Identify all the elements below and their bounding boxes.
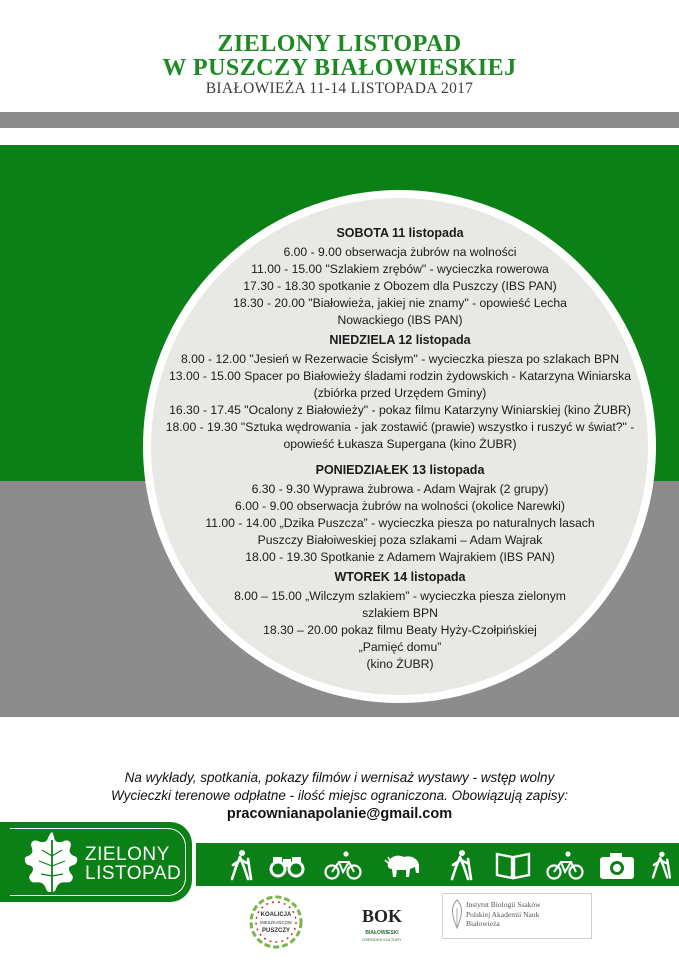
ibs-line3: Białowieża bbox=[466, 919, 500, 928]
logo-line1: ZIELONY bbox=[85, 844, 170, 865]
day-title: WTOREK 14 listopada bbox=[334, 570, 466, 584]
event-line: 8.00 - 12.00 "Jesień w Rezerwacie Ścisłym" - wycieczka piesza po szlakach BPN bbox=[180, 352, 620, 366]
event-line: 18.00 - 19.30 "Sztuka wędrowania - jak zostawić (prawie) wszystko i ruszyć w świat?" - bbox=[165, 420, 635, 434]
contact-email[interactable]: pracownianapolanie@gmail.com bbox=[226, 806, 453, 822]
event-line: 18.30 – 20.00 pokaz filmu Beaty Hyży-Czołpińskiej bbox=[263, 623, 537, 637]
oak-leaf-icon bbox=[22, 828, 82, 896]
day-monday bbox=[150, 459, 650, 566]
binoculars-icon bbox=[268, 849, 306, 881]
event-line: 11.00 - 15.00 "Szlakiem zrębów" - wycieczka rowerowa bbox=[251, 262, 549, 276]
bok-line1: BIAŁOWIESKI bbox=[365, 930, 399, 936]
day-tuesday bbox=[150, 566, 650, 673]
event-line: 11.00 - 14.00 „Dzika Puszcza” - wycieczka piesza po naturalnych lasach bbox=[205, 516, 595, 530]
event-line: 18.00 - 19.30 Spotkanie z Adamem Wajrakiem (IBS PAN) bbox=[245, 550, 555, 564]
day-title: SOBOTA 11 listopada bbox=[336, 226, 464, 240]
hiker-icon bbox=[644, 849, 678, 881]
bison-icon bbox=[384, 849, 422, 881]
ibs-line2: Polskiej Akademii Nauk bbox=[466, 909, 540, 919]
hiker-icon bbox=[442, 849, 480, 881]
camera-icon bbox=[598, 849, 636, 881]
poster-title-line2: W PUSZCZY BIAŁOWIESKIEJ bbox=[162, 55, 517, 81]
book-icon bbox=[494, 849, 532, 881]
day-title: NIEDZIELA 12 listopada bbox=[329, 333, 471, 347]
bicycle-icon bbox=[324, 849, 362, 881]
event-line: szlakiem BPN bbox=[362, 606, 438, 620]
ibs-emblem-icon bbox=[447, 898, 467, 930]
event-line: opowieść Łukasza Supergana (kino ŻUBR) bbox=[283, 437, 517, 451]
note-paid-trips: Wycieczki terenowe odpłatne - ilość miejsc ograniczona. Obowiązują zapisy: bbox=[111, 788, 568, 803]
gray-band-top bbox=[0, 112, 679, 128]
bicycle-icon bbox=[546, 849, 584, 881]
logo-line2: LISTOPAD bbox=[85, 863, 182, 884]
ibs-text bbox=[466, 900, 541, 929]
bok-mark: BOK bbox=[361, 906, 403, 926]
koalicja-line1: KOALICJA bbox=[260, 912, 292, 918]
day-title: PONIEDZIAŁEK 13 listopada bbox=[315, 463, 485, 477]
bok-logo bbox=[352, 894, 412, 946]
ibs-line1: Instytut Biologii Ssaków bbox=[466, 900, 541, 909]
poster-title-line1: ZIELONY LISTOPAD bbox=[217, 31, 462, 57]
event-line: (zbiórka przed Urzędem Gminy) bbox=[313, 386, 487, 400]
event-line: 18.30 - 20.00 "Białowieża, jakiej nie znamy" - opowieść Lecha bbox=[233, 296, 567, 310]
koalicja-logo bbox=[248, 894, 304, 950]
schedule bbox=[150, 222, 650, 673]
day-sunday bbox=[150, 329, 650, 453]
poster-subtitle: BIAŁOWIEŻA 11-14 LISTOPADA 2017 bbox=[205, 80, 474, 97]
event-line: (kino ŻUBR) bbox=[366, 657, 434, 671]
day-saturday bbox=[150, 222, 650, 329]
event-line: 16.30 - 17.45 "Ocalony z Białowieży" - pokaz filmu Katarzyny Winiarskiej (kino ŻUBR) bbox=[169, 403, 631, 417]
event-line: Nowackiego (IBS PAN) bbox=[337, 313, 463, 327]
event-line: 17.30 - 18.30 spotkanie z Obozem dla Puszczy (IBS PAN) bbox=[243, 279, 557, 293]
koalicja-line2: MIESZKAŃCÓW bbox=[260, 920, 292, 925]
event-line: Puszczy Białoiweskiej poza szlakami – Adam Wajrak bbox=[257, 533, 543, 547]
event-line: 6.00 - 9.00 obserwacja żubrów na wolności bbox=[283, 245, 517, 259]
bok-line2: OŚRODEK KULTURY bbox=[362, 937, 402, 942]
event-line: 13.00 - 15.00 Spacer po Białowieży śladami rodzin żydowskich - Katarzyna Winiarska bbox=[169, 369, 631, 383]
event-line: 6.00 - 9.00 obserwacja żubrów na wolności (okolice Narewki) bbox=[235, 499, 565, 513]
event-line: 8.00 – 15.00 „Wilczym szlakiem” - wycieczka piesza zielonym bbox=[234, 589, 566, 603]
koalicja-line3: PUSZCZY bbox=[261, 928, 291, 934]
event-line: 6.30 - 9.30 Wyprawa żubrowa - Adam Wajrak (2 grupy) bbox=[251, 482, 549, 496]
note-free-entry: Na wykłady, spotkania, pokazy filmów i wernisaż wystawy - wstęp wolny bbox=[124, 770, 555, 785]
hiker-icon bbox=[222, 849, 260, 881]
logo-text bbox=[85, 845, 181, 883]
event-line: „Pamięć domu” bbox=[358, 640, 442, 654]
info-notes bbox=[0, 769, 679, 805]
